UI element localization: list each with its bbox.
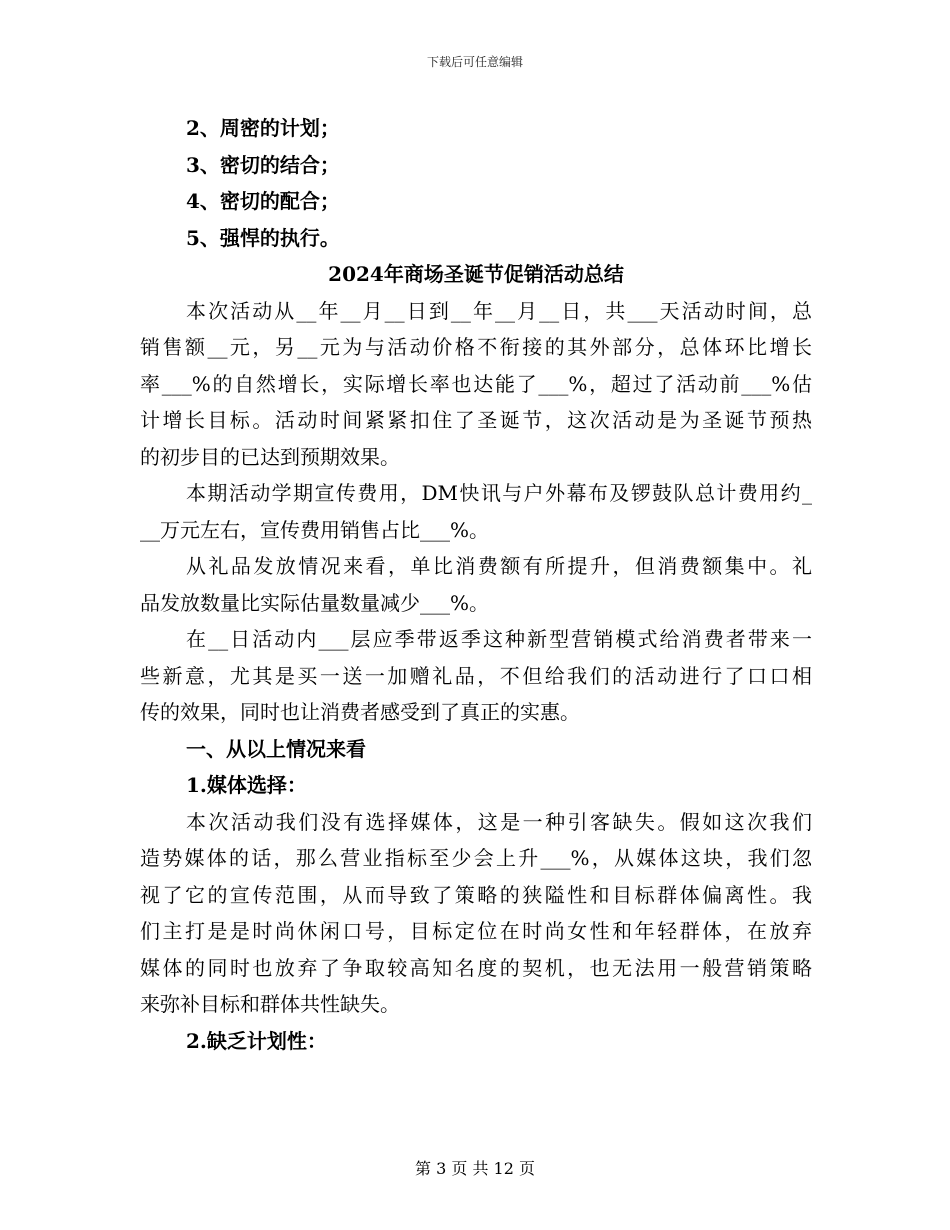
document-body bbox=[140, 110, 812, 1059]
document-title: 2024年商场圣诞节促销活动总结 bbox=[328, 262, 624, 286]
paragraph-line: 计增长目标。活动时间紧紧扣住了圣诞节，这次活动是为圣诞节预热 bbox=[140, 408, 812, 432]
paragraph-line: 在__日活动内___层应季带返季这种新型营销模式给消费者带来一 bbox=[186, 627, 812, 651]
paragraph-line: 视了它的宣传范围，从而导致了策略的狭隘性和目标群体偏离性。我 bbox=[140, 882, 812, 907]
paragraph-line: 来弥补目标和群体共性缺失。 bbox=[140, 992, 400, 1016]
paragraph-line: 些新意，尤其是买一送一加赠礼品，不但给我们的活动进行了口口相 bbox=[140, 663, 812, 688]
paragraph-line: 率___%的自然增长，实际增长率也达能了___%，超过了活动前___%估 bbox=[140, 371, 812, 396]
subsection-heading: 2.缺乏计划性： bbox=[186, 1028, 327, 1053]
section-heading: 一、从以上情况来看 bbox=[186, 736, 366, 761]
list-item: 5、强悍的执行。 bbox=[186, 225, 340, 250]
paragraph-line: 销售额__元，另__元为与活动价格不衔接的其外部分，总体环比增长 bbox=[140, 335, 812, 359]
paragraph-line: 造势媒体的话，那么营业指标至少会上升___%，从媒体这块，我们忽 bbox=[140, 846, 812, 870]
paragraph-line: 本次活动从__年__月__日到__年__月__日，共___天活动时间，总 bbox=[186, 298, 812, 323]
subsection-heading: 1.媒体选择： bbox=[186, 773, 307, 797]
list-item: 3、密切的结合； bbox=[186, 152, 340, 177]
page-header: 下载后可任意编辑 bbox=[426, 55, 523, 69]
paragraph-line: 从礼品发放情况来看，单比消费额有所提升，但消费额集中。礼 bbox=[186, 554, 812, 578]
paragraph-line: 本期活动学期宣传费用，DM快讯与户外幕布及锣鼓队总计费用约_ bbox=[186, 481, 812, 505]
paragraph-line: 传的效果，同时也让消费者感受到了真正的实惠。 bbox=[140, 700, 580, 724]
paragraph-line: 们主打是是时尚休闲口号，目标定位在时尚女性和年轻群体，在放弃 bbox=[140, 919, 812, 943]
page-footer: 第 3 页 共 12 页 bbox=[415, 1159, 535, 1178]
list-item: 4、密切的配合； bbox=[186, 189, 340, 213]
paragraph-line: 的初步目的已达到预期效果。 bbox=[140, 444, 400, 469]
paragraph-line: 本次活动我们没有选择媒体，这是一种引客缺失。假如这次我们 bbox=[186, 809, 812, 834]
list-item: 2、周密的计划； bbox=[186, 116, 340, 140]
paragraph-line: 媒体的同时也放弃了争取较高知名度的契机，也无法用一般营销策略 bbox=[140, 955, 812, 980]
paragraph-line: 品发放数量比实际估量数量减少___%。 bbox=[140, 590, 490, 615]
paragraph-line: __万元左右，宣传费用销售占比___%。 bbox=[140, 517, 490, 542]
